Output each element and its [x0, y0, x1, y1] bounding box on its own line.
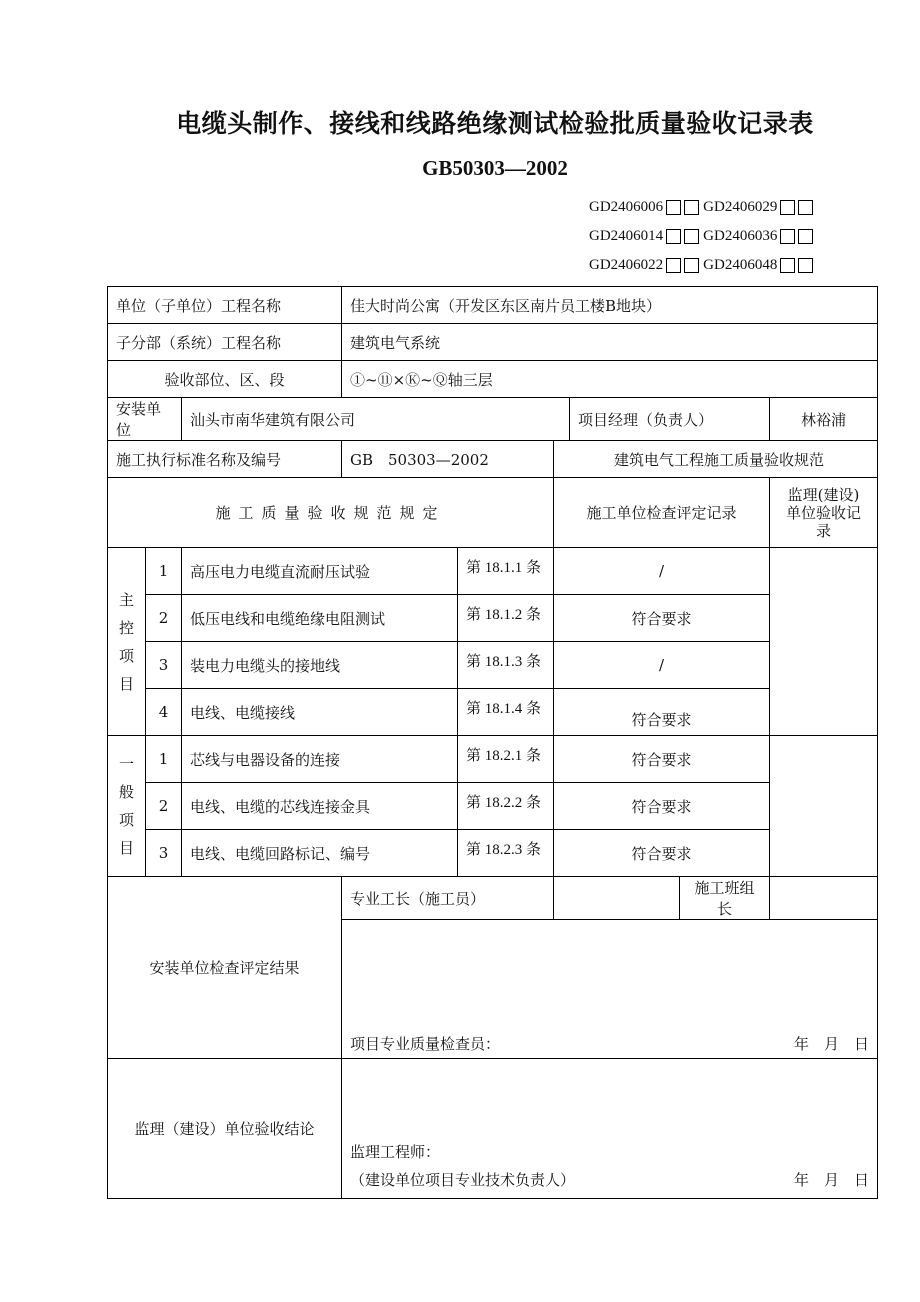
column-header-row: [108, 478, 878, 548]
general-supervision-cell[interactable]: [770, 736, 878, 877]
code-label: GD2406029: [703, 199, 778, 215]
code-row: [589, 222, 813, 251]
code-checkbox[interactable]: [780, 229, 795, 244]
code-checkbox[interactable]: [684, 229, 699, 244]
install-result-sign-cell[interactable]: [342, 920, 878, 1059]
header-row-install-unit: [108, 398, 878, 441]
record-column-header: 施工单位检查评定记录: [554, 478, 770, 548]
group-char: 目: [118, 674, 134, 693]
item-result[interactable]: 符合要求: [554, 783, 770, 830]
supervision-column-header: 监理(建设)单位验收记录: [770, 478, 878, 548]
spec-column-header: 施工质量验收规范规定: [108, 478, 554, 548]
exec-standard-label: 施工执行标准名称及编号: [108, 441, 342, 478]
code-checkbox[interactable]: [780, 258, 795, 273]
project-manager-value[interactable]: 林裕浦: [770, 398, 878, 441]
exec-standard-code: GB 50303—2002: [342, 441, 554, 478]
general-item-row: [108, 783, 878, 830]
page-title: 电缆头制作、接线和线路绝缘测试检验批质量验收记录表: [176, 109, 814, 138]
project-manager-label: 项目经理（负责人）: [570, 398, 770, 441]
general-item-row: [108, 736, 878, 783]
item-no: 2: [146, 783, 182, 830]
item-clause: 第 18.2.1 条: [458, 736, 554, 783]
main-group-label: [108, 548, 146, 736]
code-label: GD2406014: [589, 228, 664, 244]
code-row: [589, 251, 813, 280]
inspection-record-table: [107, 286, 878, 1199]
item-result[interactable]: 符合要求: [554, 595, 770, 642]
code-checkbox[interactable]: [684, 200, 699, 215]
quality-inspector-label: 项目专业质量检查员：: [350, 1035, 501, 1053]
code-label: GD2406006: [589, 199, 664, 215]
code-label: GD2406022: [589, 257, 664, 273]
item-name: 电线、电缆的芯线连接金具: [182, 783, 458, 830]
owner-rep-label: （建设单位项目专业技术负责人）: [350, 1171, 576, 1189]
supervision-result-sign-cell[interactable]: [342, 1059, 878, 1199]
item-clause: 第 18.1.2 条: [458, 595, 554, 642]
item-clause: 第 18.2.2 条: [458, 783, 554, 830]
item-result[interactable]: 符合要求: [554, 830, 770, 877]
foreman-value[interactable]: [554, 877, 680, 920]
item-clause: 第 18.1.4 条: [458, 689, 554, 736]
main-supervision-cell[interactable]: [770, 548, 878, 736]
exec-standard-name: 建筑电气工程施工质量验收规范: [554, 441, 878, 478]
code-checkbox[interactable]: [666, 200, 681, 215]
code-checkbox[interactable]: [780, 200, 795, 215]
general-item-row: [108, 830, 878, 877]
item-result[interactable]: 符合要求: [554, 689, 770, 736]
supervision-result-row: [108, 1059, 878, 1199]
unit-project-label: 单位（子单位）工程名称: [108, 287, 342, 324]
supervision-date-label: 年 月 日: [793, 1171, 869, 1189]
install-unit-value[interactable]: 汕头市南华建筑有限公司: [182, 398, 570, 441]
item-clause: 第 18.1.3 条: [458, 642, 554, 689]
code-checkbox[interactable]: [684, 258, 699, 273]
header-row-subdivision: [108, 324, 878, 361]
code-checkbox[interactable]: [666, 258, 681, 273]
main-item-row: [108, 548, 878, 595]
item-name: 低压电线和电缆绝缘电阻测试: [182, 595, 458, 642]
group-char: 目: [118, 839, 134, 857]
install-result-row: [108, 877, 878, 920]
code-checkbox[interactable]: [666, 229, 681, 244]
item-name: 电线、电缆接线: [182, 689, 458, 736]
foreman-label: 专业工长（施工员）: [342, 877, 554, 920]
code-label: GD2406036: [703, 228, 778, 244]
supervision-engineer-label: 监理工程师：: [350, 1143, 441, 1161]
subdivision-value[interactable]: 建筑电气系统: [342, 324, 878, 361]
item-no: 1: [146, 548, 182, 595]
code-checkbox[interactable]: [798, 229, 813, 244]
item-no: 3: [146, 642, 182, 689]
group-char: 项: [118, 811, 134, 829]
item-no: 4: [146, 689, 182, 736]
install-date-label: 年 月 日: [793, 1035, 869, 1053]
main-item-row: [108, 595, 878, 642]
header-row-location: [108, 361, 878, 398]
unit-project-value[interactable]: 佳大时尚公寓（开发区东区南片员工楼B地块）: [342, 287, 878, 324]
location-label: 验收部位、区、段: [108, 361, 342, 398]
standard-code: GB50303—2002: [422, 156, 568, 180]
code-row: [589, 193, 813, 222]
code-label: GD2406048: [703, 257, 778, 273]
group-char: 控: [118, 618, 134, 637]
item-result[interactable]: 符合要求: [554, 736, 770, 783]
item-clause: 第 18.2.3 条: [458, 830, 554, 877]
group-char: 项: [118, 646, 134, 665]
item-name: 电线、电缆回路标记、编号: [182, 830, 458, 877]
item-name: 芯线与电器设备的连接: [182, 736, 458, 783]
group-char: 主: [118, 590, 134, 609]
code-checkbox-grid: [589, 193, 813, 280]
general-group-label: [108, 736, 146, 877]
main-item-row: [108, 642, 878, 689]
header-row-exec-standard: [108, 441, 878, 478]
header-row-unit-project: [108, 287, 878, 324]
code-checkbox[interactable]: [798, 200, 813, 215]
install-unit-label: 安装单位: [108, 398, 182, 441]
item-no: 1: [146, 736, 182, 783]
install-result-label: 安装单位检查评定结果: [108, 877, 342, 1059]
group-char: 一: [118, 755, 134, 773]
group-char: 般: [118, 783, 134, 801]
location-value[interactable]: ①~⑪×Ⓚ~Ⓠ轴三层: [342, 361, 878, 398]
item-result[interactable]: /: [554, 548, 770, 595]
supervision-result-label: 监理（建设）单位验收结论: [108, 1059, 342, 1199]
code-checkbox[interactable]: [798, 258, 813, 273]
item-result[interactable]: /: [554, 642, 770, 689]
item-name: 高压电力电缆直流耐压试验: [182, 548, 458, 595]
main-item-row: [108, 689, 878, 736]
team-leader-label: 施工班组长: [680, 877, 770, 920]
item-clause: 第 18.1.1 条: [458, 548, 554, 595]
item-no: 2: [146, 595, 182, 642]
team-leader-value[interactable]: [770, 877, 878, 920]
subdivision-label: 子分部（系统）工程名称: [108, 324, 342, 361]
item-name: 装电力电缆头的接地线: [182, 642, 458, 689]
item-no: 3: [146, 830, 182, 877]
